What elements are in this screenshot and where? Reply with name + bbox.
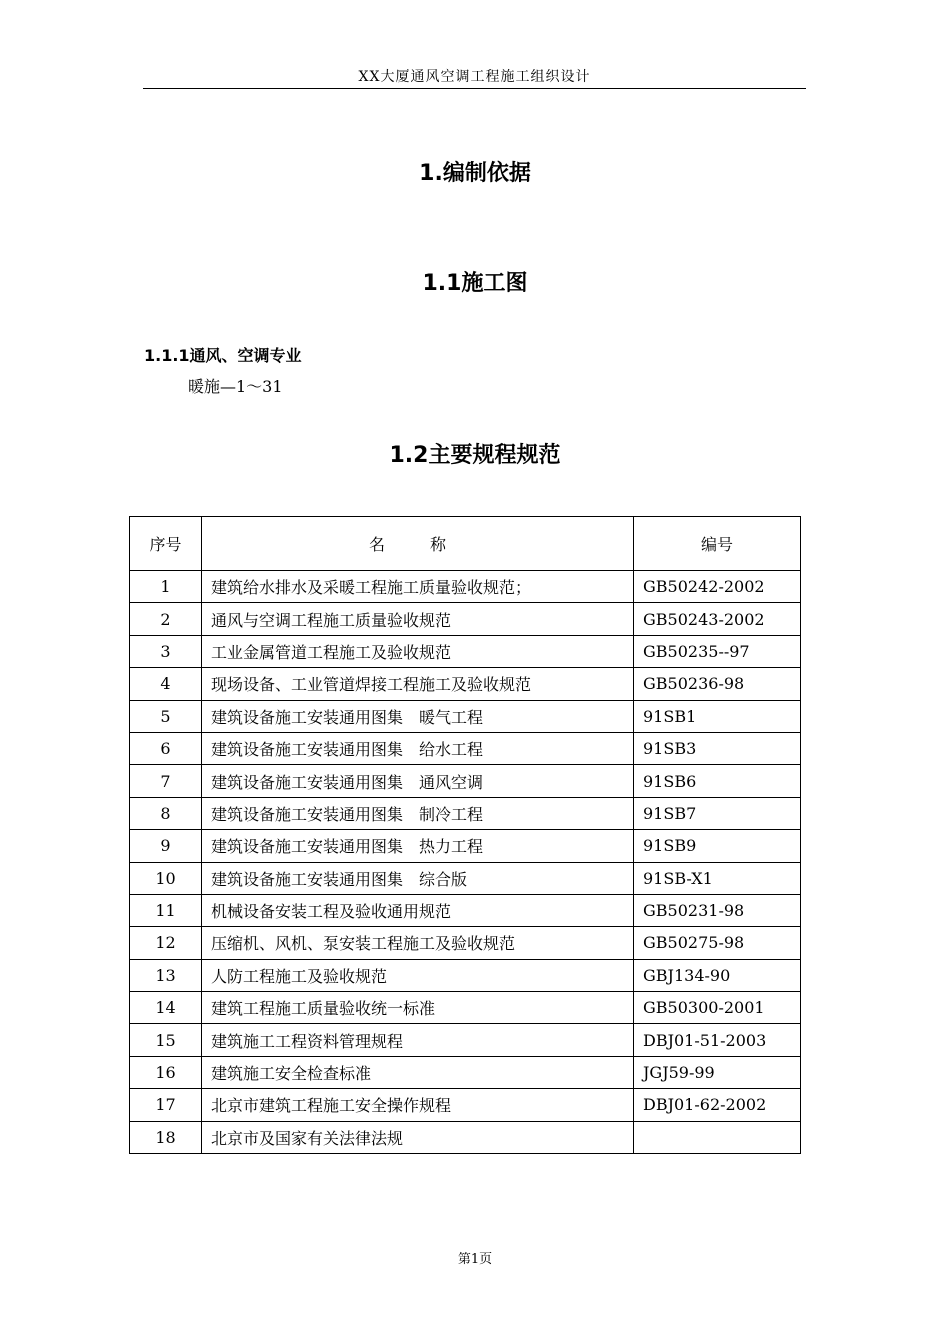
table-row [130, 765, 801, 797]
cell-no: 12 [130, 927, 202, 959]
table-row [130, 797, 801, 829]
cell-no: 8 [130, 797, 202, 829]
cell-no: 17 [130, 1089, 202, 1121]
cell-name: 建筑设备施工安装通用图集 热力工程 [202, 830, 634, 862]
cell-code: GB50235--97 [634, 635, 801, 667]
cell-code: GB50243-2002 [634, 603, 801, 635]
cell-name: 建筑给水排水及采暖工程施工质量验收规范； [202, 571, 634, 603]
section-1-1-1-title: 1.1.1通风、空调专业 [144, 346, 302, 365]
table-row [130, 1024, 801, 1056]
standards-table [129, 516, 801, 1154]
cell-code: GB50300-2001 [634, 992, 801, 1024]
cell-name: 人防工程施工及验收规范 [202, 959, 634, 991]
cell-name: 建筑设备施工安装通用图集 暖气工程 [202, 700, 634, 732]
header-divider [143, 88, 806, 89]
cell-name: 建筑设备施工安装通用图集 综合版 [202, 862, 634, 894]
table-row [130, 700, 801, 732]
cell-code: JGJ59-99 [634, 1056, 801, 1088]
header-name: 名 称 [202, 517, 634, 571]
table-row [130, 830, 801, 862]
cell-name: 压缩机、风机、泵安装工程施工及验收规范 [202, 927, 634, 959]
cell-no: 13 [130, 959, 202, 991]
cell-no: 18 [130, 1121, 202, 1153]
section-1-title: 1.编制依据 [419, 161, 531, 186]
cell-name: 工业金属管道工程施工及验收规范 [202, 635, 634, 667]
page-number: 第1页 [457, 1252, 493, 1267]
cell-no: 16 [130, 1056, 202, 1088]
table-row [130, 1121, 801, 1153]
cell-no: 9 [130, 830, 202, 862]
table-row [130, 1056, 801, 1088]
cell-no: 11 [130, 894, 202, 926]
cell-name: 北京市及国家有关法律法规 [202, 1121, 634, 1153]
cell-code: GB50231-98 [634, 894, 801, 926]
cell-no: 10 [130, 862, 202, 894]
cell-no: 4 [130, 668, 202, 700]
cell-code: GB50275-98 [634, 927, 801, 959]
cell-name: 建筑施工工程资料管理规程 [202, 1024, 634, 1056]
cell-no: 7 [130, 765, 202, 797]
cell-code: 91SB1 [634, 700, 801, 732]
table-row [130, 992, 801, 1024]
cell-code: GBJ134-90 [634, 959, 801, 991]
table-row [130, 862, 801, 894]
cell-name: 机械设备安装工程及验收通用规范 [202, 894, 634, 926]
table-row [130, 894, 801, 926]
cell-name: 建筑设备施工安装通用图集 给水工程 [202, 732, 634, 764]
table-row [130, 603, 801, 635]
cell-code: 91SB6 [634, 765, 801, 797]
table-header-row [130, 517, 801, 571]
cell-code: 91SB-X1 [634, 862, 801, 894]
cell-code: 91SB7 [634, 797, 801, 829]
cell-no: 3 [130, 635, 202, 667]
section-1-2-title: 1.2主要规程规范 [389, 443, 561, 468]
drawing-range: 暖施—1～31 [188, 377, 283, 396]
cell-no: 5 [130, 700, 202, 732]
table-row [130, 959, 801, 991]
header-no: 序号 [130, 517, 202, 571]
table-row [130, 927, 801, 959]
cell-name: 现场设备、工业管道焊接工程施工及验收规范 [202, 668, 634, 700]
section-1-1-title: 1.1施工图 [422, 271, 528, 296]
header-code: 编号 [634, 517, 801, 571]
cell-code: 91SB3 [634, 732, 801, 764]
cell-no: 1 [130, 571, 202, 603]
table-row [130, 668, 801, 700]
cell-no: 14 [130, 992, 202, 1024]
cell-name: 通风与空调工程施工质量验收规范 [202, 603, 634, 635]
table-row [130, 635, 801, 667]
cell-no: 2 [130, 603, 202, 635]
cell-code: 91SB9 [634, 830, 801, 862]
cell-name: 北京市建筑工程施工安全操作规程 [202, 1089, 634, 1121]
cell-name: 建筑工程施工质量验收统一标准 [202, 992, 634, 1024]
cell-code [634, 1121, 801, 1153]
page-header-title: XX大厦通风空调工程施工组织设计 [358, 69, 591, 85]
cell-code: GB50236-98 [634, 668, 801, 700]
cell-name: 建筑施工安全检查标准 [202, 1056, 634, 1088]
cell-no: 15 [130, 1024, 202, 1056]
cell-code: GB50242-2002 [634, 571, 801, 603]
cell-name: 建筑设备施工安装通用图集 制冷工程 [202, 797, 634, 829]
cell-no: 6 [130, 732, 202, 764]
cell-name: 建筑设备施工安装通用图集 通风空调 [202, 765, 634, 797]
table-row [130, 732, 801, 764]
cell-code: DBJ01-62-2002 [634, 1089, 801, 1121]
table-row [130, 571, 801, 603]
cell-code: DBJ01-51-2003 [634, 1024, 801, 1056]
table-row [130, 1089, 801, 1121]
